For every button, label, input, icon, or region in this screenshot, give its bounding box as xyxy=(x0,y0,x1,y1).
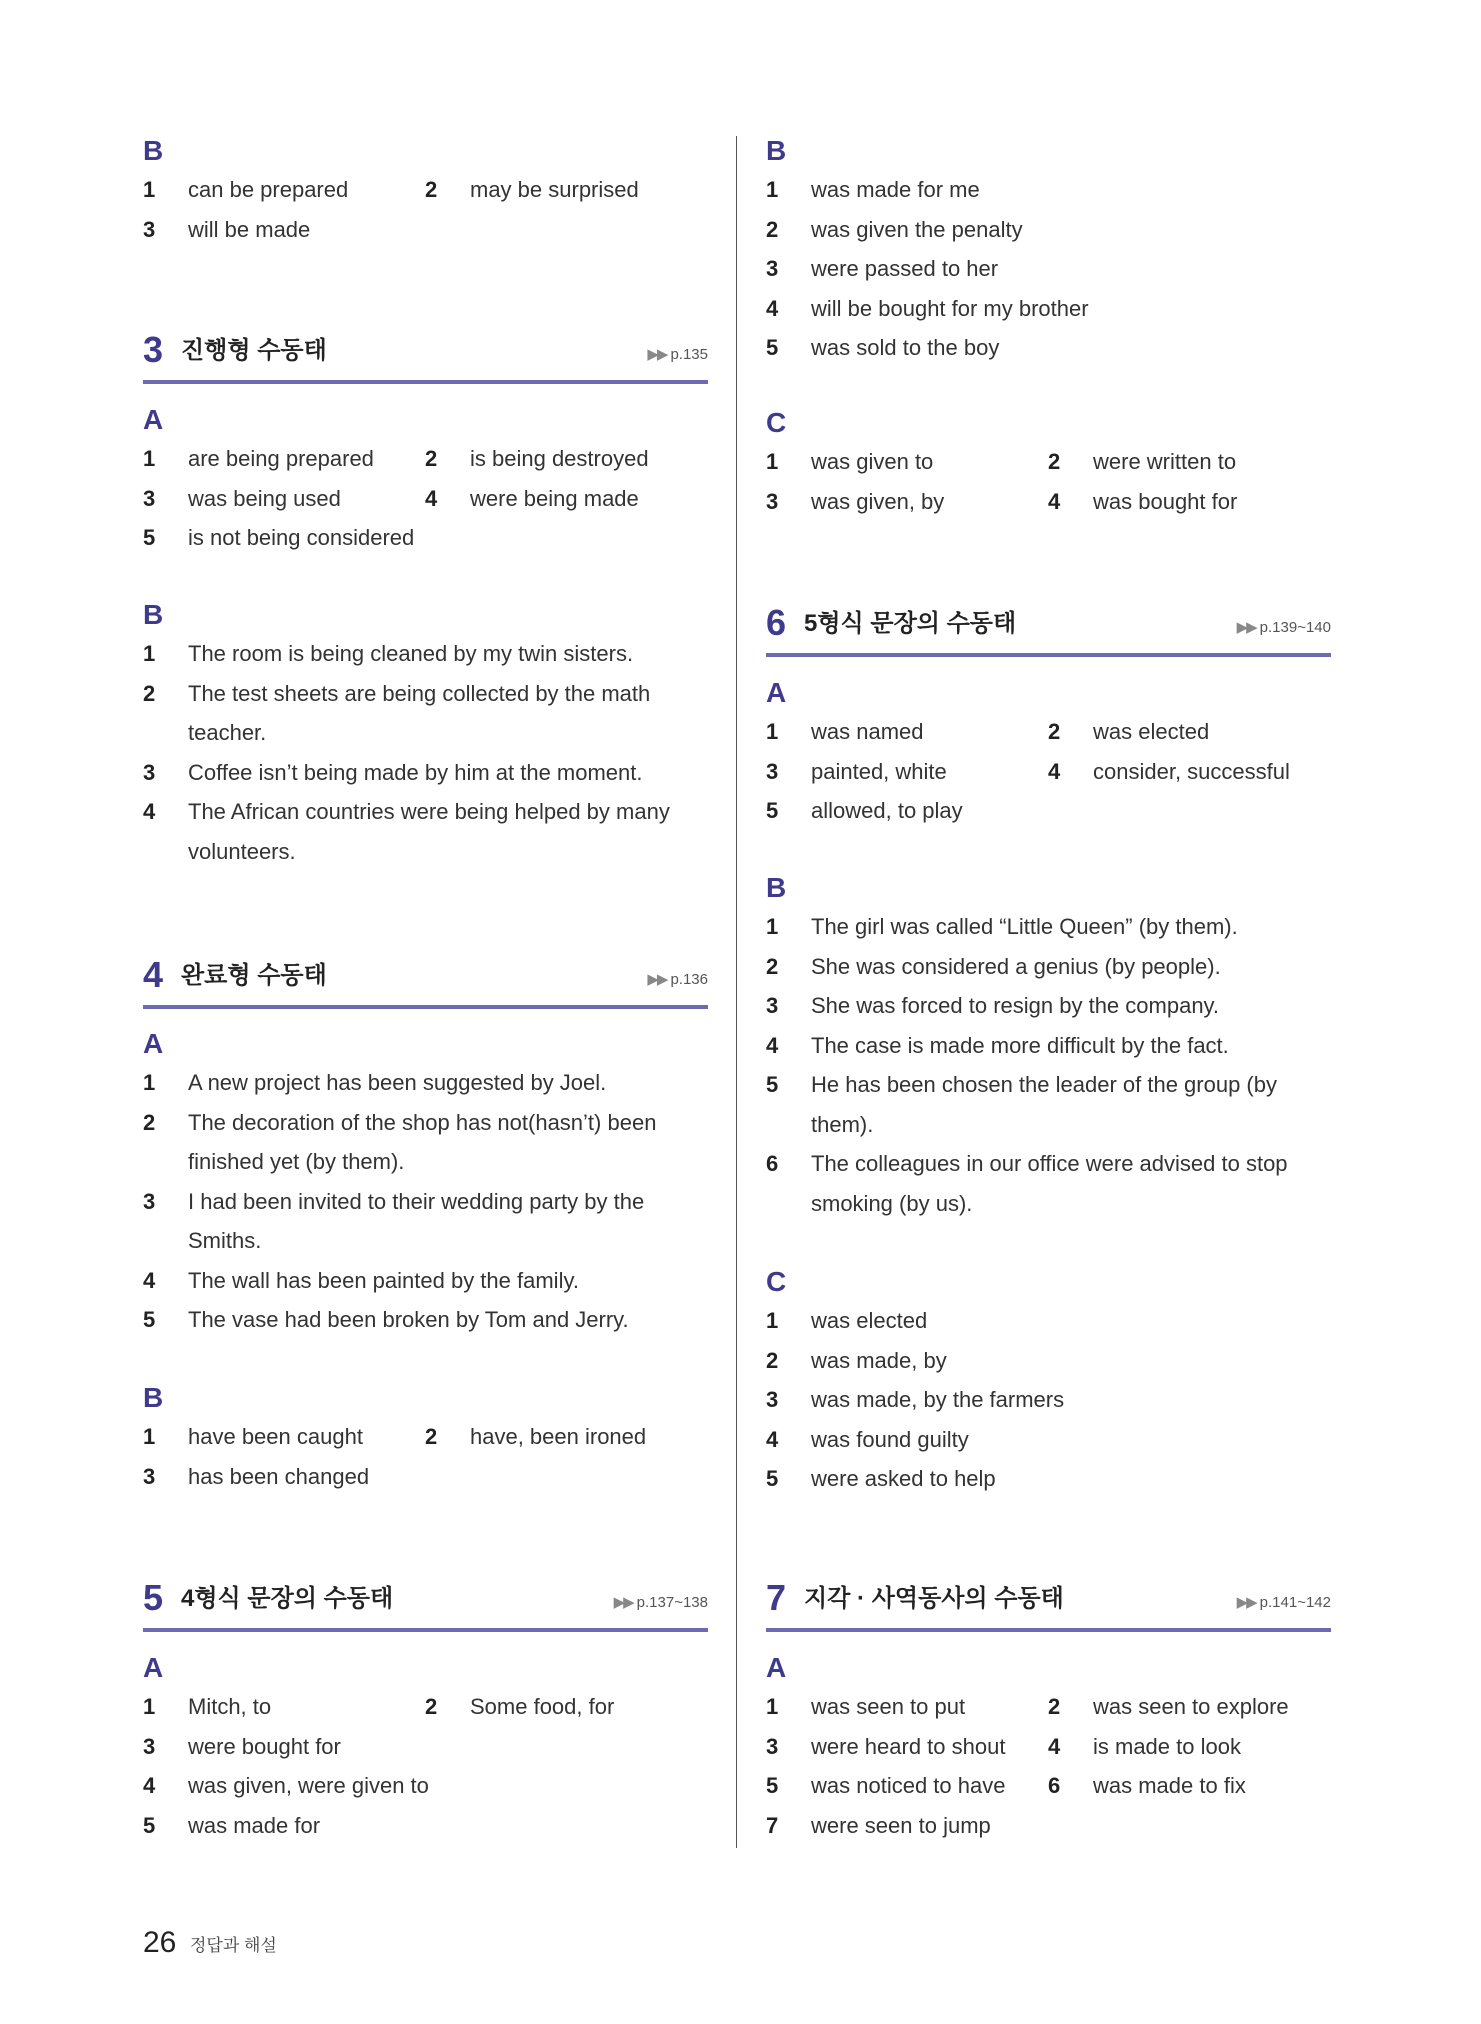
answer-text: Some food, for xyxy=(470,1694,615,1719)
answer-text: was elected xyxy=(811,1308,928,1333)
answer-text: was given the penalty xyxy=(811,216,1023,242)
answer-text: She was forced to resign by the company. xyxy=(811,993,1220,1018)
answer-number: 5 xyxy=(766,798,779,823)
section-number: 6 xyxy=(766,602,787,643)
section-number: 5 xyxy=(143,1577,164,1618)
answer-text: will be made xyxy=(188,216,311,242)
answer-text: them). xyxy=(811,1111,874,1137)
answer-text: was made to fix xyxy=(1093,1773,1246,1798)
answer-number: 3 xyxy=(143,1733,156,1759)
answer-text: were passed to her xyxy=(811,256,999,281)
page-ref-text: p.135 xyxy=(670,346,708,363)
page-ref-text: p.137~138 xyxy=(636,1594,708,1611)
answer-text: finished yet (by them). xyxy=(188,1149,405,1174)
answer-number: 2 xyxy=(1048,719,1061,744)
section-title: 완료형 수동태 xyxy=(181,962,327,989)
exercise-letter: B xyxy=(143,599,164,630)
answer-text: She was considered a genius (by people). xyxy=(811,953,1221,979)
page-reference xyxy=(614,1594,708,1612)
answer-number: 1 xyxy=(766,1694,779,1719)
answer-number: 3 xyxy=(143,759,156,785)
answer-text: was given to xyxy=(811,449,934,474)
exercise-letter: B xyxy=(766,872,787,903)
answer-number: 3 xyxy=(143,1188,156,1214)
answer-number: 2 xyxy=(1048,1694,1061,1719)
answer-text: The wall has been painted by the family. xyxy=(188,1267,579,1293)
answer-text: was sold to the boy xyxy=(811,335,1000,360)
answer-number: 6 xyxy=(1048,1773,1061,1798)
answer-text: was elected xyxy=(1093,719,1210,744)
answer-text: Smiths. xyxy=(188,1228,262,1253)
answer-text: allowed, to play xyxy=(811,798,963,823)
answer-number: 1 xyxy=(766,914,779,939)
section-number: 3 xyxy=(143,329,164,370)
answer-text: was found guilty xyxy=(811,1426,969,1452)
answer-number: 4 xyxy=(425,485,438,511)
answer-text: The colleagues in our office were advised to stop xyxy=(811,1151,1288,1176)
double-arrow-icon: ▶▶ xyxy=(647,346,667,363)
answer-text: were bought for xyxy=(188,1733,341,1759)
answer-number: 5 xyxy=(766,1466,779,1491)
answer-text: The girl was called “Little Queen” (by them). xyxy=(811,914,1238,939)
answer-text: have, been ironed xyxy=(470,1424,647,1449)
answer-text: The African countries were being helped by many xyxy=(188,799,670,824)
answer-number: 5 xyxy=(766,1773,779,1798)
answer-number: 4 xyxy=(766,295,779,321)
section-header xyxy=(766,1578,1331,1632)
answer-number: 3 xyxy=(143,485,156,511)
answer-text: painted, white xyxy=(811,758,947,784)
answer-text: A new project has been suggested by Joel. xyxy=(188,1070,607,1095)
section-number: 4 xyxy=(143,954,164,995)
answer-number: 1 xyxy=(143,1424,156,1449)
answer-text: was made, by the farmers xyxy=(811,1387,1065,1412)
exercise-letter: A xyxy=(143,1652,164,1683)
answer-number: 2 xyxy=(143,1109,156,1135)
answer-text: was made for me xyxy=(811,177,980,202)
answer-number: 2 xyxy=(143,680,156,706)
answer-number: 2 xyxy=(425,1424,438,1449)
double-arrow-icon: ▶▶ xyxy=(613,1594,633,1611)
exercise-letter: A xyxy=(143,1028,164,1059)
answer-text: is not being considered xyxy=(188,525,415,550)
page-reference xyxy=(1237,1594,1331,1612)
answer-number: 5 xyxy=(143,1812,156,1838)
answer-text: I had been invited to their wedding party by the xyxy=(188,1188,645,1214)
footer-title: 정답과 해설 xyxy=(190,1936,277,1955)
answer-number: 2 xyxy=(766,1347,779,1373)
answer-number: 4 xyxy=(766,1426,779,1452)
page-reference xyxy=(647,971,708,989)
section-title: 5형식 문장의 수동태 xyxy=(804,610,1017,637)
answer-text: volunteers. xyxy=(188,838,296,864)
answer-text: was being used xyxy=(188,485,341,511)
answer-number: 1 xyxy=(766,177,779,202)
answer-text: He has been chosen the leader of the group (by xyxy=(811,1072,1277,1097)
page-ref-text: p.139~140 xyxy=(1259,619,1331,636)
answer-number: 2 xyxy=(425,446,438,471)
answer-number: 5 xyxy=(143,525,156,550)
answer-text: was given, were given to xyxy=(188,1773,429,1798)
double-arrow-icon: ▶▶ xyxy=(1236,1594,1256,1611)
answer-text: have been caught xyxy=(188,1424,363,1449)
answer-text: teacher. xyxy=(188,720,267,745)
double-arrow-icon: ▶▶ xyxy=(647,971,667,988)
answer-text: was given, by xyxy=(811,488,945,514)
answer-text: were seen to jump xyxy=(811,1812,991,1838)
answer-number: 4 xyxy=(143,799,156,824)
answer-text: were asked to help xyxy=(811,1466,996,1491)
answer-text: Mitch, to xyxy=(188,1694,272,1719)
section-header xyxy=(766,603,1331,657)
answer-number: 2 xyxy=(1048,449,1061,474)
page-reference xyxy=(647,346,708,364)
answer-number: 3 xyxy=(766,256,779,281)
exercise-letter: A xyxy=(143,404,164,435)
answer-number: 2 xyxy=(766,216,779,242)
answer-number: 2 xyxy=(425,1694,438,1719)
answer-number: 1 xyxy=(143,177,156,202)
answer-number: 2 xyxy=(766,953,779,979)
answer-number: 4 xyxy=(1048,1733,1061,1759)
exercise-letter: A xyxy=(766,1652,787,1683)
answer-number: 1 xyxy=(766,449,779,474)
answer-text: was noticed to have xyxy=(811,1773,1006,1798)
section-header xyxy=(143,1578,708,1632)
section-header xyxy=(143,330,708,384)
answer-text: The test sheets are being collected by the math xyxy=(188,680,651,706)
section-header xyxy=(143,955,708,1009)
answer-number: 5 xyxy=(766,335,779,360)
answer-text: was bought for xyxy=(1093,488,1238,514)
answer-number: 6 xyxy=(766,1151,779,1176)
answer-number: 4 xyxy=(143,1773,156,1798)
exercise-letter: C xyxy=(766,407,787,438)
answer-text: The decoration of the shop has not(hasn’t) been xyxy=(188,1109,657,1135)
answer-text: was made, by xyxy=(811,1347,947,1373)
answer-text: consider, successful xyxy=(1093,758,1290,784)
answer-number: 3 xyxy=(143,216,156,242)
answer-text: may be surprised xyxy=(470,177,639,202)
exercise-letter: C xyxy=(766,1266,787,1297)
answer-text: were being made xyxy=(470,485,639,511)
answer-number: 3 xyxy=(766,488,779,514)
answer-text: were written to xyxy=(1093,449,1237,474)
answer-number: 1 xyxy=(143,641,156,666)
section-title: 진행형 수동태 xyxy=(181,337,327,364)
answer-text: The room is being cleaned by my twin sisters. xyxy=(188,641,634,666)
answer-text: was seen to put xyxy=(811,1694,966,1719)
page-number: 26 xyxy=(143,1926,177,1959)
exercise-letter: B xyxy=(143,135,164,166)
exercise-letter: B xyxy=(143,1382,164,1413)
section-title: 지각 · 사역동사의 수동태 xyxy=(804,1585,1064,1612)
answer-text: has been changed xyxy=(188,1463,370,1489)
answer-number: 1 xyxy=(766,719,779,744)
page-ref-text: p.136 xyxy=(670,971,708,988)
answer-text: can be prepared xyxy=(188,177,349,202)
exercise-letter: B xyxy=(766,135,787,166)
answer-text: will be bought for my brother xyxy=(811,295,1089,321)
section-title: 4형식 문장의 수동태 xyxy=(181,1585,394,1612)
answer-number: 3 xyxy=(143,1463,156,1489)
answer-number: 3 xyxy=(766,993,779,1018)
answer-number: 7 xyxy=(766,1812,779,1838)
answer-number: 1 xyxy=(766,1308,779,1333)
answer-number: 5 xyxy=(766,1072,779,1097)
answer-text: is being destroyed xyxy=(470,446,649,471)
answer-number: 3 xyxy=(766,758,779,784)
answer-number: 3 xyxy=(766,1387,779,1412)
answer-number: 1 xyxy=(143,446,156,471)
answer-number: 2 xyxy=(425,177,438,202)
answer-number: 4 xyxy=(143,1267,156,1293)
answer-text: were heard to shout xyxy=(811,1733,1006,1759)
answer-text: was made for xyxy=(188,1812,321,1838)
page-ref-text: p.141~142 xyxy=(1259,1594,1331,1611)
answer-text: The vase had been broken by Tom and Jerry. xyxy=(188,1307,629,1332)
answer-number: 1 xyxy=(143,1694,156,1719)
double-arrow-icon: ▶▶ xyxy=(1236,619,1256,636)
answer-number: 3 xyxy=(766,1733,779,1759)
answer-text: The case is made more difficult by the fact. xyxy=(811,1032,1229,1058)
answer-text: was named xyxy=(811,719,924,744)
answer-text: are being prepared xyxy=(188,446,374,471)
answer-number: 4 xyxy=(1048,758,1061,784)
answer-text: smoking (by us). xyxy=(811,1190,973,1216)
answer-text: is made to look xyxy=(1093,1733,1241,1759)
answer-number: 4 xyxy=(766,1032,779,1058)
answer-number: 5 xyxy=(143,1307,156,1332)
answer-text: Coffee isn’t being made by him at the moment. xyxy=(188,759,643,785)
exercise-letter: A xyxy=(766,677,787,708)
column-divider xyxy=(736,136,737,1848)
answer-text: was seen to explore xyxy=(1093,1694,1289,1719)
answer-number: 1 xyxy=(143,1070,156,1095)
page-reference xyxy=(1237,619,1331,637)
section-number: 7 xyxy=(766,1577,787,1618)
answer-number: 4 xyxy=(1048,488,1061,514)
